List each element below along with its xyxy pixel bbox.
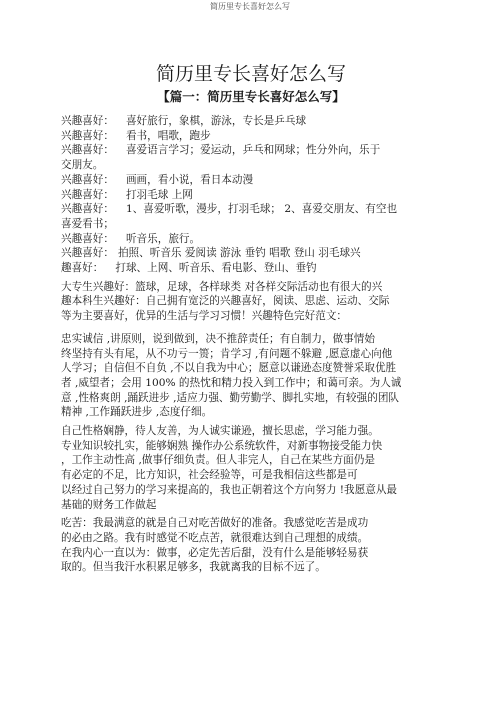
hobby-item: 兴趣喜好： 喜爱语言学习；爱运动，乒乓和网球；性分外向，乐于 bbox=[61, 144, 381, 157]
hobby-item-continued: 喜爱看书； bbox=[61, 217, 114, 230]
page-header: 简历里专长喜好怎么写 bbox=[210, 2, 290, 11]
paragraph-interests: 大专生兴趣好：篮球，足球，各样球类 对各样交际活动也有很大的兴 趣本科生兴趣好：自己拥有宽泛的兴趣喜好，阅读、思虑、运动、交际 等为主要喜好，优异的生活与学习习惯！兴趣特色完好范文： bbox=[61, 280, 390, 323]
hobby-item: 兴趣喜好： 喜好旅行，象棋，游泳，专长是乒乓球 bbox=[61, 115, 307, 127]
hobby-item: 趣喜好： 打球、上网、听音乐、看电影、登山、垂钓 bbox=[61, 262, 317, 275]
paragraph-hardship: 吃苦：我最满意的就是自己对吃苦做好的准备。我感觉吃苦是成功 的必由之路。我有时感觉不吃点苦，就很难达到自己理想的成绩。 在我内心一直以为：做事，必定先苦后甜，没有什么是能够轻易获 取的。但当我汗水积累足够多，我就离我的目标不远了。 bbox=[61, 517, 369, 574]
hobby-item-continued: 交朋友。 bbox=[61, 159, 104, 172]
hobby-list bbox=[61, 114, 441, 276]
section-heading: 【篇一：简历里专长喜好怎么写】 bbox=[157, 89, 345, 104]
document-title: 简历里专长喜好怎么写 bbox=[155, 63, 346, 85]
hobby-item: 兴趣喜好： 拍照、听音乐 爱阅读 游泳 垂钓 唱歌 登山 羽毛球兴 bbox=[61, 247, 361, 260]
document-body bbox=[61, 62, 441, 575]
hobby-item: 兴趣喜好： 1、喜爱听歌，漫步，打羽毛球； 2、喜爱交朋友、有空也 bbox=[61, 203, 398, 216]
paragraph-self-assessment: 自己性格娴静，待人友善，为人诚实谦逊，擅长思虑，学习能力强。 专业知识较扎实，能够娴熟 操作办公系统软件，对新事物接受能力快 ，工作主动性高 ,做事仔细负责。但人非完人，自己在某些方面仍是 有必定的不足，比方知识，社会经验等，可是我相信这些都是可 以经过自己努力的学习来提高的，我也正朝着这个方向努力 !我愿意从最 基础的财务工作做起 bbox=[61, 425, 398, 511]
hobby-item: 兴趣喜好： 画画，看小说，看日本动漫 bbox=[61, 173, 254, 186]
hobby-item: 兴趣喜好： 打羽毛球 上网 bbox=[61, 188, 193, 201]
hobby-item: 兴趣喜好： 看书，唱歌，跑步 bbox=[61, 129, 211, 142]
paragraph-character: 忠实诚信 ,讲原则，说到做到，决不推辞责任；有自制力，做事情始 终坚持有头有尾，从不功亏一篑；肯学习 ,有问题不躲避 ,愿意虚心向他 人学习；自信但不自负 ,不以自我为中心；愿意以谦逊态度赞誉采取优胜 者 ,威望者；会用 100% 的热忱和精力投入到工作中；和蔼可亲。为人诚 意 ,性格爽朗 ,踊跃进步 ,适应力强、勤劳勤学、脚扎实地，有较强的团队 精神 ,工作踊跃进步 ,态度仔细。 bbox=[61, 332, 402, 419]
hobby-item: 兴趣喜好： 听音乐，旅行。 bbox=[61, 232, 201, 245]
